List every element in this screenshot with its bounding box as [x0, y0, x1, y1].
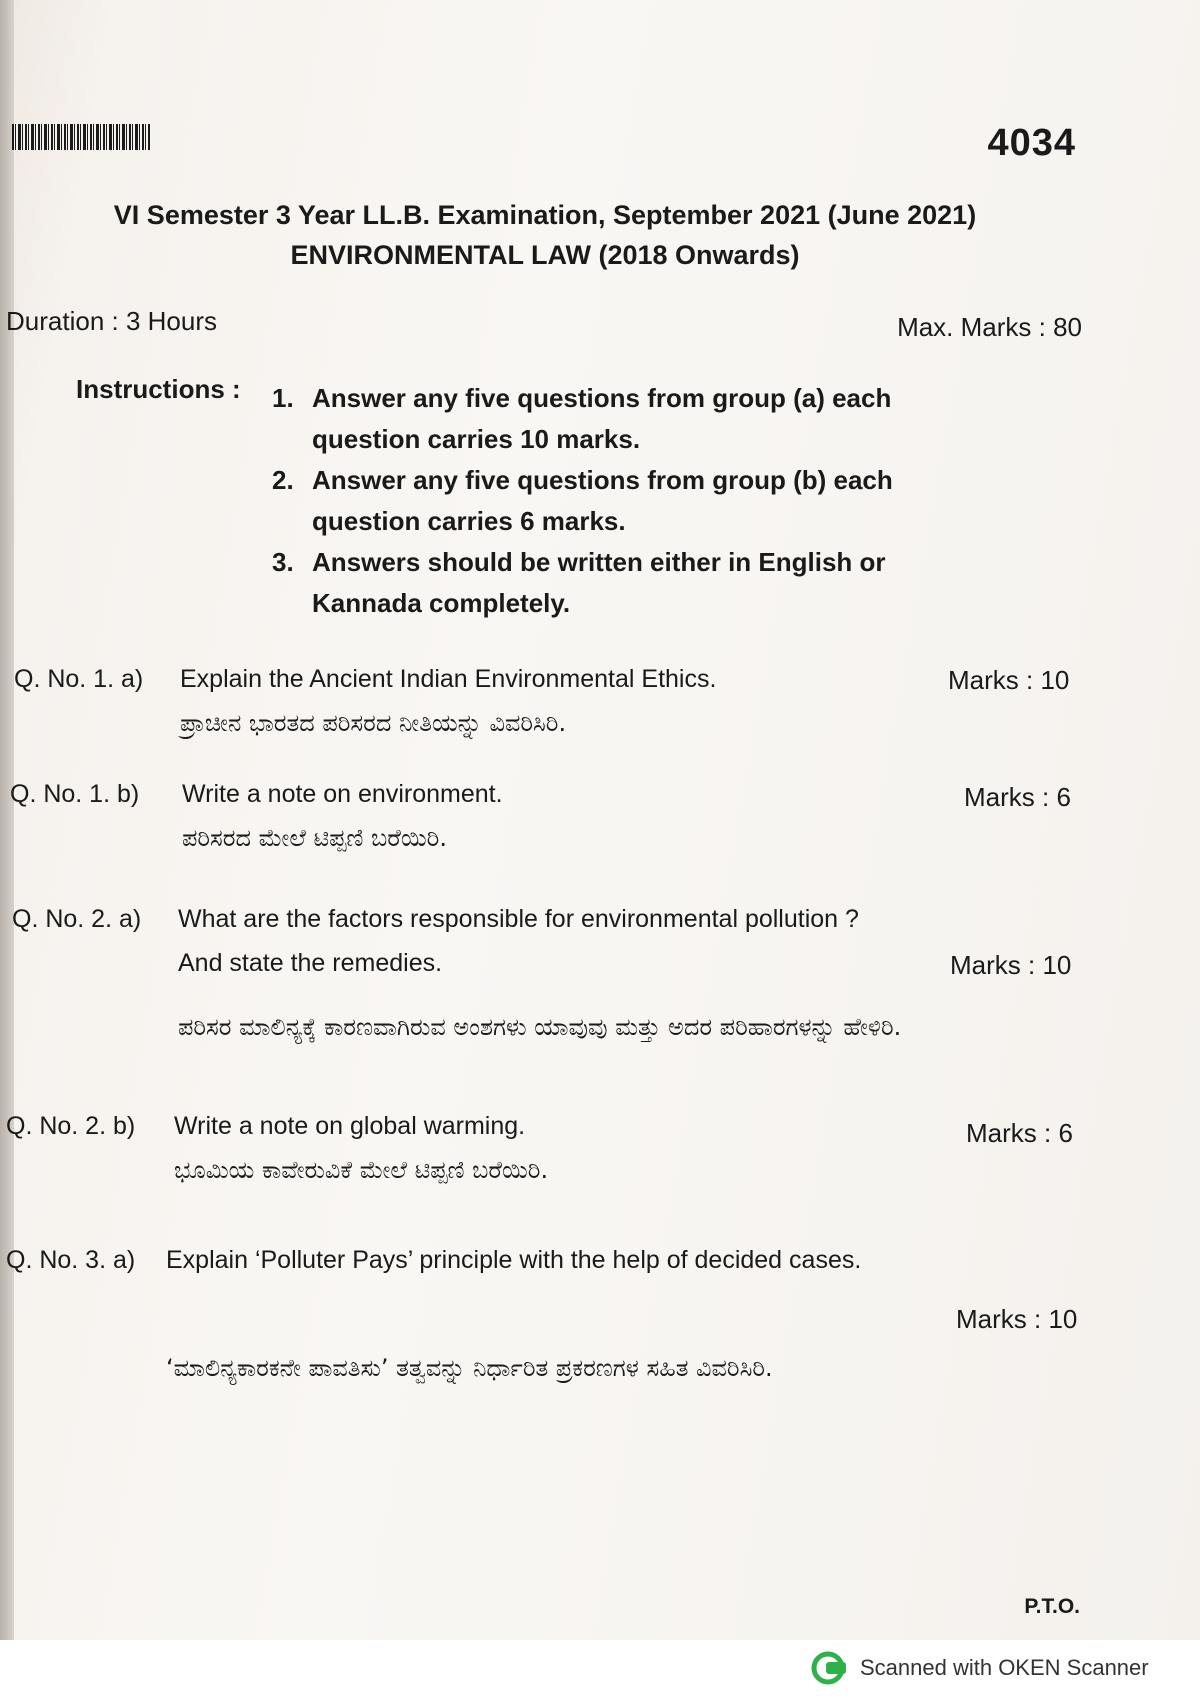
question-number: Q. No. 2. b) [6, 1112, 136, 1140]
question-marks: Marks : 6 [964, 782, 1071, 812]
instruction-item [272, 378, 972, 460]
question-number: Q. No. 3. a) [6, 1246, 136, 1274]
barcode-image [12, 124, 150, 150]
please-turn-over: P.T.O. [1024, 1595, 1080, 1618]
instruction-text: Answer any five questions from group (a) each question carries 10 marks. [312, 383, 892, 454]
duration-text: Duration : 3 Hours [6, 306, 217, 336]
question-text: Explain the Ancient Indian Environmental Ethics. [180, 665, 717, 693]
question-text-kannada: ಪ್ರಾಚೀನ ಭಾರತದ ಪರಿಸರದ ನೀತಿಯನ್ನು ವಿವರಿಸಿರಿ. [180, 709, 567, 737]
question-number: Q. No. 1. b) [10, 780, 140, 808]
instruction-number: 2. [272, 465, 294, 495]
question-number: Q. No. 2. a) [12, 905, 142, 933]
question-marks: Marks : 10 [948, 665, 1070, 695]
instruction-text: Answers should be written either in English or Kannada completely. [312, 547, 886, 618]
instructions-label: Instructions : [76, 374, 241, 404]
question-text-kannada: ‘ಮಾಲಿನ್ಯಕಾರಕನೇ ಪಾವತಿಸು’ ತತ್ವವನ್ನು ನಿರ್ಧಾರಿತ ಪ್ರಕರಣಗಳ ಸಹಿತ ವಿವರಿಸಿರಿ. [166, 1354, 773, 1382]
instruction-item [272, 460, 972, 542]
question-text: Write a note on environment. [182, 780, 503, 808]
scanner-footer [810, 1650, 1149, 1686]
question-text-kannada: ಪರಿಸರ ಮಾಲಿನ್ಯಕ್ಕೆ ಕಾರಣವಾಗಿರುವ ಅಂಶಗಳು ಯಾವುವು ಮತ್ತು ಅದರ ಪರಿಹಾರಗಳನ್ನು ಹೇಳಿರಿ. [178, 1013, 902, 1041]
subject-title: ENVIRONMENTAL LAW (2018 Onwards) [290, 240, 800, 270]
instruction-number: 3. [272, 547, 294, 577]
question-marks: Marks : 10 [950, 950, 1072, 980]
question-number: Q. No. 1. a) [14, 665, 144, 693]
question-marks: Marks : 10 [956, 1304, 1078, 1334]
instruction-text: Answer any five questions from group (b) each question carries 6 marks. [312, 465, 893, 536]
question-text: Explain ‘Polluter Pays’ principle with the help of decided cases. [166, 1246, 862, 1274]
max-marks-text: Max. Marks : 80 [897, 312, 1082, 342]
question-marks: Marks : 6 [966, 1118, 1073, 1148]
question-text-kannada: ಭೂಮಿಯ ಕಾವೇರುವಿಕೆ ಮೇಲೆ ಟಿಪ್ಪಣಿ ಬರೆಯಿರಿ. [174, 1156, 549, 1184]
question-text-kannada: ಪರಿಸರದ ಮೇಲೆ ಟಿಪ್ಪಣಿ ಬರೆಯಿರಿ. [182, 824, 447, 852]
scanner-logo-icon [810, 1650, 850, 1686]
instruction-item [272, 542, 972, 624]
question-text: What are the factors responsible for environmental pollution ? And state the remedies. [178, 905, 859, 977]
exam-title: VI Semester 3 Year LL.B. Examination, September 2021 (June 2021) [113, 200, 977, 230]
scanner-text: Scanned with OKEN Scanner [860, 1655, 1149, 1680]
question-text: Write a note on global warming. [174, 1112, 526, 1140]
paper-code: 4034 [987, 122, 1076, 164]
instruction-number: 1. [272, 383, 294, 413]
instructions-list [272, 378, 972, 624]
